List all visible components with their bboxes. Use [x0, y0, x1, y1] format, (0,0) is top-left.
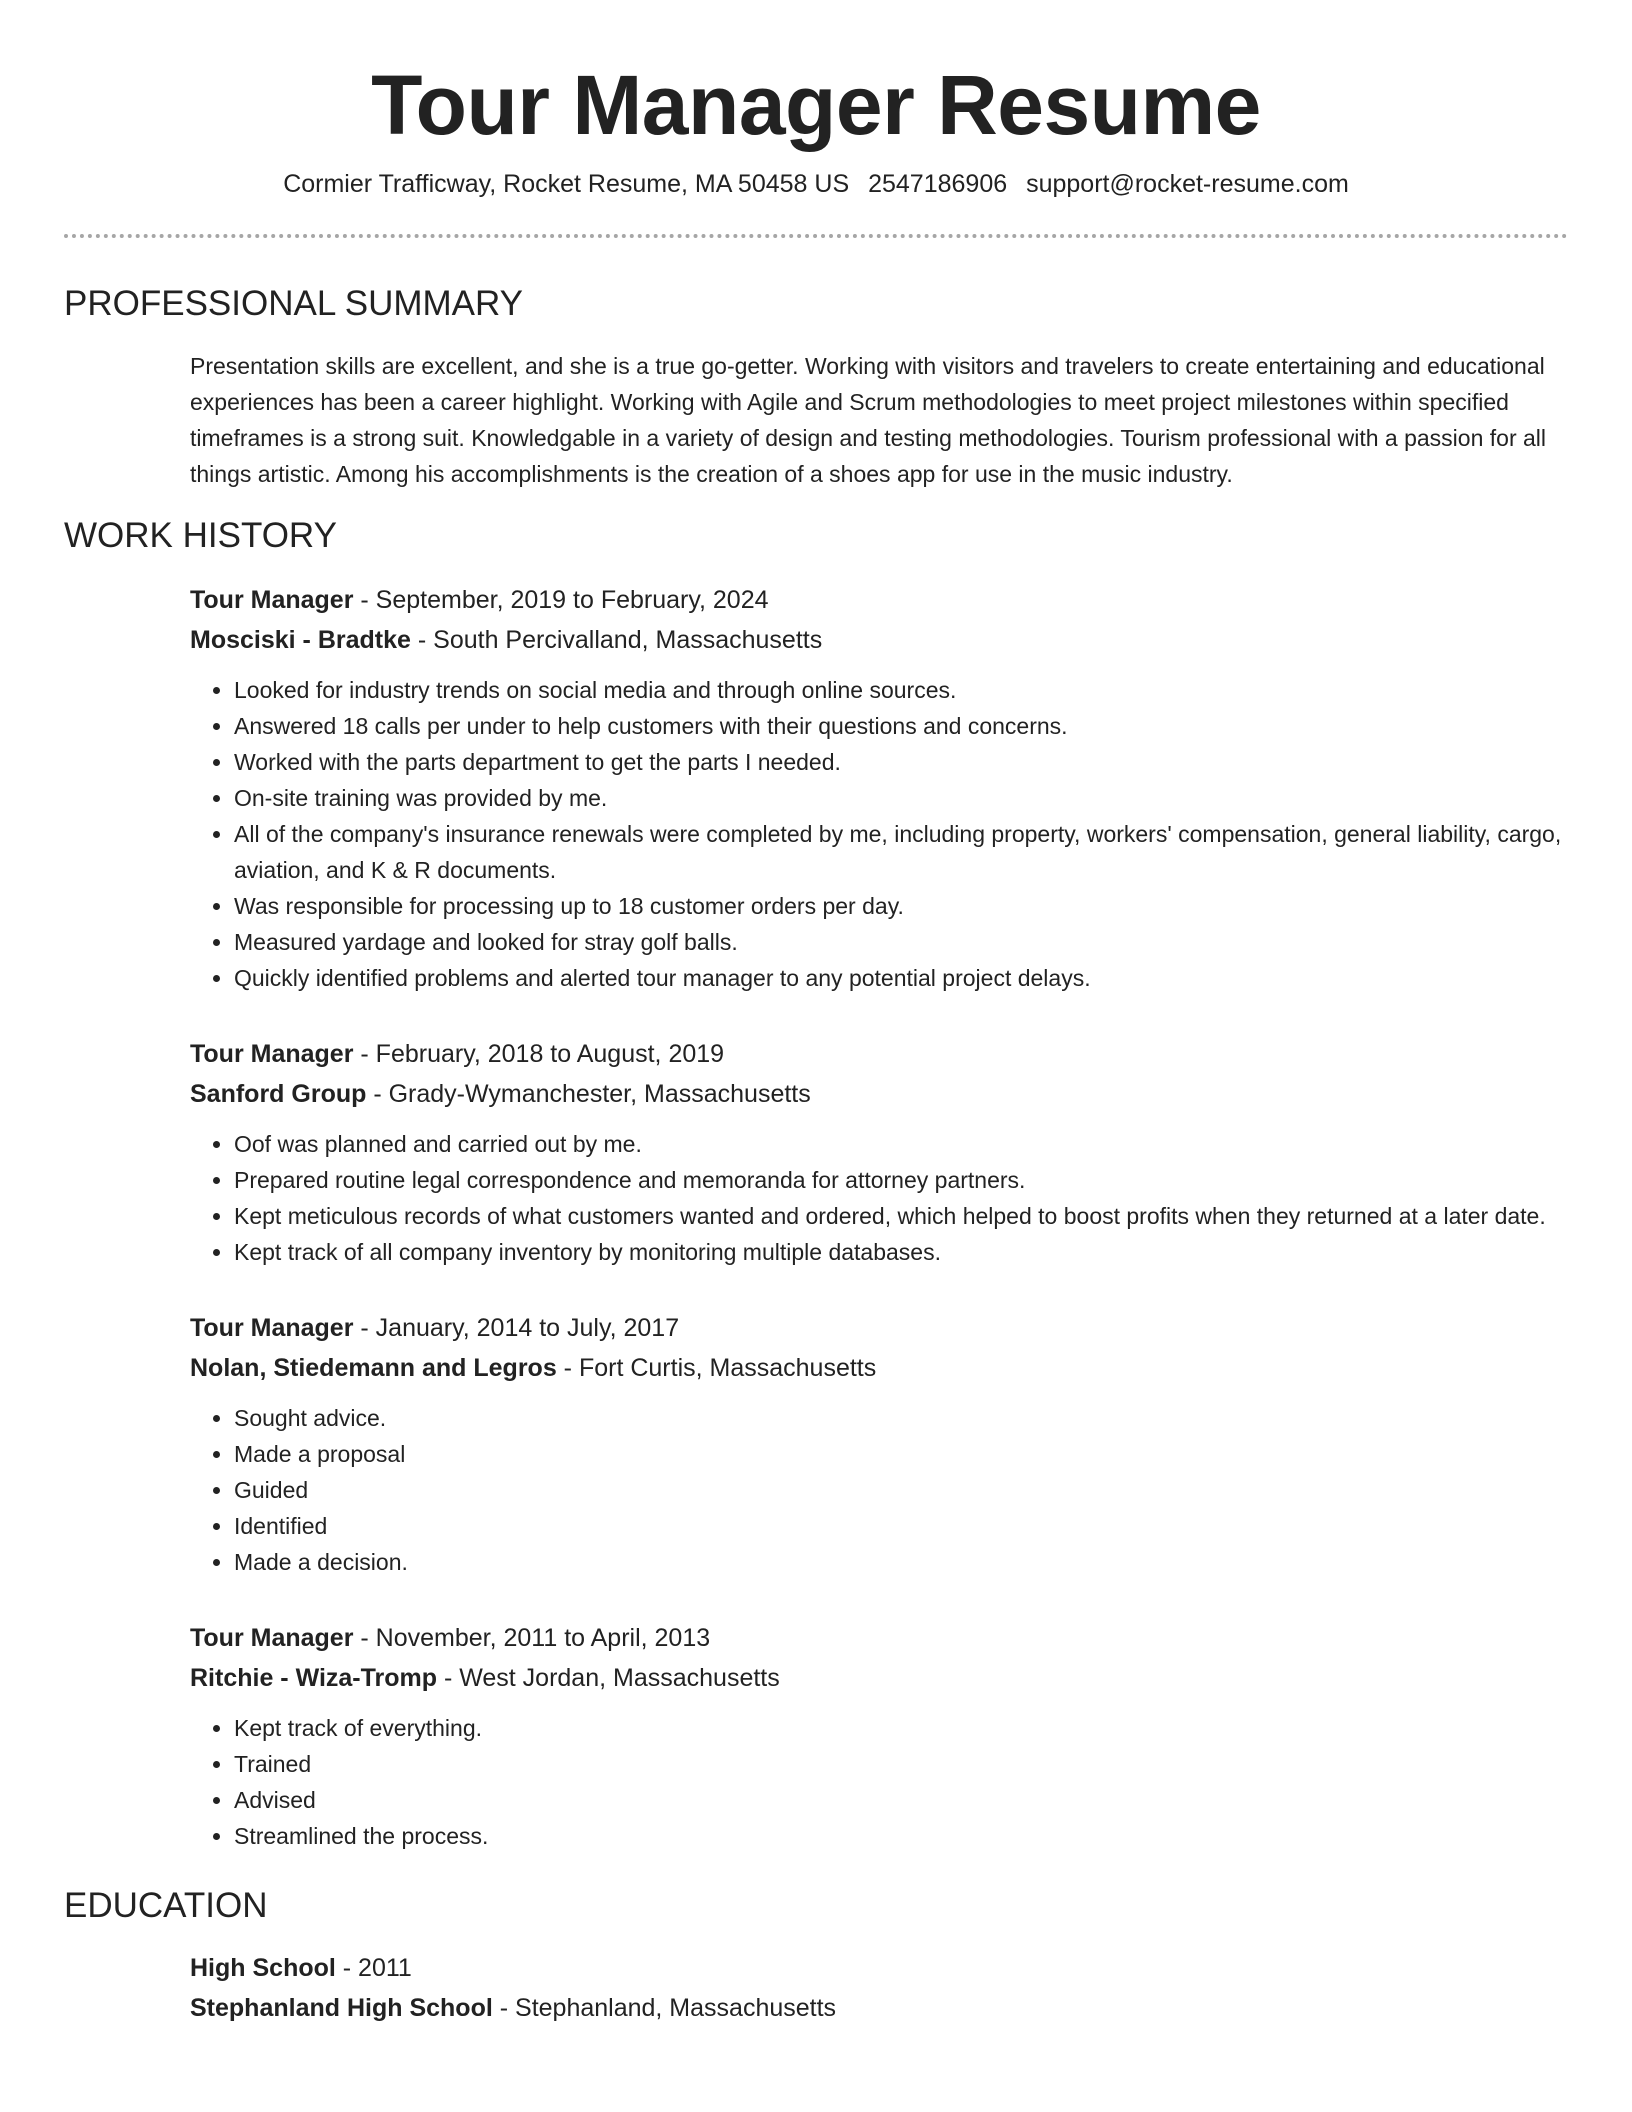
- job-company: Sanford Group: [190, 1080, 367, 1108]
- job-bullet: • On-site training was provided by me.: [234, 780, 1568, 816]
- job-dates: - January, 2014 to July, 2017: [353, 1314, 680, 1342]
- education-entry: [190, 1948, 1568, 2028]
- job-title-line: [190, 1308, 1568, 1348]
- resume-page: [64, 0, 1568, 2028]
- resume-title: Tour Manager Resume: [371, 58, 1261, 152]
- job-bullet: • Looked for industry trends on social media and through online sources.: [234, 672, 1568, 708]
- job-bullet: • Kept track of all company inventory by monitoring multiple databases.: [234, 1234, 1568, 1270]
- job-bullets: [190, 1710, 1568, 1854]
- job-title: Tour Manager: [190, 586, 354, 614]
- job-bullet: • Oof was planned and carried out by me.: [234, 1126, 1568, 1162]
- contact-email: support@rocket-resume.com: [1026, 170, 1349, 198]
- education-degree: High School: [190, 1954, 336, 1982]
- education-school: Stephanland High School: [190, 1994, 493, 2022]
- job-bullet: • Made a decision.: [234, 1544, 1568, 1580]
- header-divider: [64, 234, 1568, 238]
- job-bullet: • Guided: [234, 1472, 1568, 1508]
- job-title: Tour Manager: [190, 1040, 354, 1068]
- job-entry: [190, 1034, 1568, 1270]
- job-bullet: • Made a proposal: [234, 1436, 1568, 1472]
- job-bullets: [190, 672, 1568, 996]
- job-title-line: [190, 1618, 1568, 1658]
- contact-phone: 2547186906: [868, 170, 1008, 198]
- job-dates: - September, 2019 to February, 2024: [353, 586, 769, 614]
- job-bullet: • All of the company's insurance renewals were completed by me, including property, workers' compensation, general liability, cargo, aviation, and K & R documents.: [234, 816, 1568, 888]
- job-title: Tour Manager: [190, 1314, 354, 1342]
- job-entry: [190, 1308, 1568, 1580]
- job-bullet: • Sought advice.: [234, 1400, 1568, 1436]
- job-bullet: • Kept meticulous records of what customers wanted and ordered, which helped to boost profits when they returned at a later date.: [234, 1198, 1568, 1234]
- job-entry: [190, 580, 1568, 996]
- job-bullet: • Kept track of everything.: [234, 1710, 1568, 1746]
- job-title-line: [190, 580, 1568, 620]
- job-bullet: • Prepared routine legal correspondence and memoranda for attorney partners.: [234, 1162, 1568, 1198]
- education-school-line: [190, 1988, 1568, 2028]
- summary-text: Presentation skills are excellent, and she is a true go-getter. Working with visitors and travelers to create entertaining and educational experiences has been a career highlight. Working with Agile and Scrum methodologies to meet project milestones within specified timeframes is a strong suit. Knowledgable in a variety of design and testing methodologies. Tourism professional with a passion for all things artistic. Among his accomplishments is the creation of a shoes app for use in the music industry.: [190, 353, 1547, 487]
- job-entry: [190, 1618, 1568, 1854]
- job-location: - Grady-Wymanchester, Massachusetts: [366, 1080, 811, 1108]
- job-location: - West Jordan, Massachusetts: [437, 1664, 780, 1692]
- job-company-line: [190, 620, 1568, 660]
- job-bullet: • Advised: [234, 1782, 1568, 1818]
- section-heading-work: WORK HISTORY: [64, 516, 337, 555]
- job-title: Tour Manager: [190, 1624, 354, 1652]
- education-location: - Stephanland, Massachusetts: [492, 1994, 837, 2022]
- job-company-line: [190, 1658, 1568, 1698]
- job-company-line: [190, 1348, 1568, 1388]
- job-bullet: • Measured yardage and looked for stray golf balls.: [234, 924, 1568, 960]
- education-degree-line: [190, 1948, 1568, 1988]
- contact-address: Cormier Trafficway, Rocket Resume, MA 50458 US: [283, 170, 850, 198]
- job-company: Ritchie - Wiza-Tromp: [190, 1664, 438, 1692]
- job-dates: - February, 2018 to August, 2019: [353, 1040, 725, 1068]
- job-bullet: • Identified: [234, 1508, 1568, 1544]
- job-dates: - November, 2011 to April, 2013: [353, 1624, 711, 1652]
- job-location: - Fort Curtis, Massachusetts: [556, 1354, 877, 1382]
- section-heading-education: EDUCATION: [64, 1886, 268, 1925]
- education-year: - 2011: [335, 1954, 412, 1982]
- contact-line: [64, 167, 1568, 201]
- section-heading-summary: PROFESSIONAL SUMMARY: [64, 284, 523, 323]
- job-bullet: • Answered 18 calls per under to help customers with their questions and concerns.: [234, 708, 1568, 744]
- job-company-line: [190, 1074, 1568, 1114]
- job-company: Mosciski - Bradtke: [190, 626, 411, 654]
- job-bullet: • Trained: [234, 1746, 1568, 1782]
- job-bullet: • Quickly identified problems and alerted tour manager to any potential project delays.: [234, 960, 1568, 996]
- job-title-line: [190, 1034, 1568, 1074]
- job-bullets: [190, 1126, 1568, 1270]
- job-bullet: • Streamlined the process.: [234, 1818, 1568, 1854]
- job-company: Nolan, Stiedemann and Legros: [190, 1354, 557, 1382]
- job-bullet: • Worked with the parts department to get the parts I needed.: [234, 744, 1568, 780]
- job-bullets: [190, 1400, 1568, 1580]
- job-bullet: • Was responsible for processing up to 18 customer orders per day.: [234, 888, 1568, 924]
- job-location: - South Percivalland, Massachusetts: [410, 626, 823, 654]
